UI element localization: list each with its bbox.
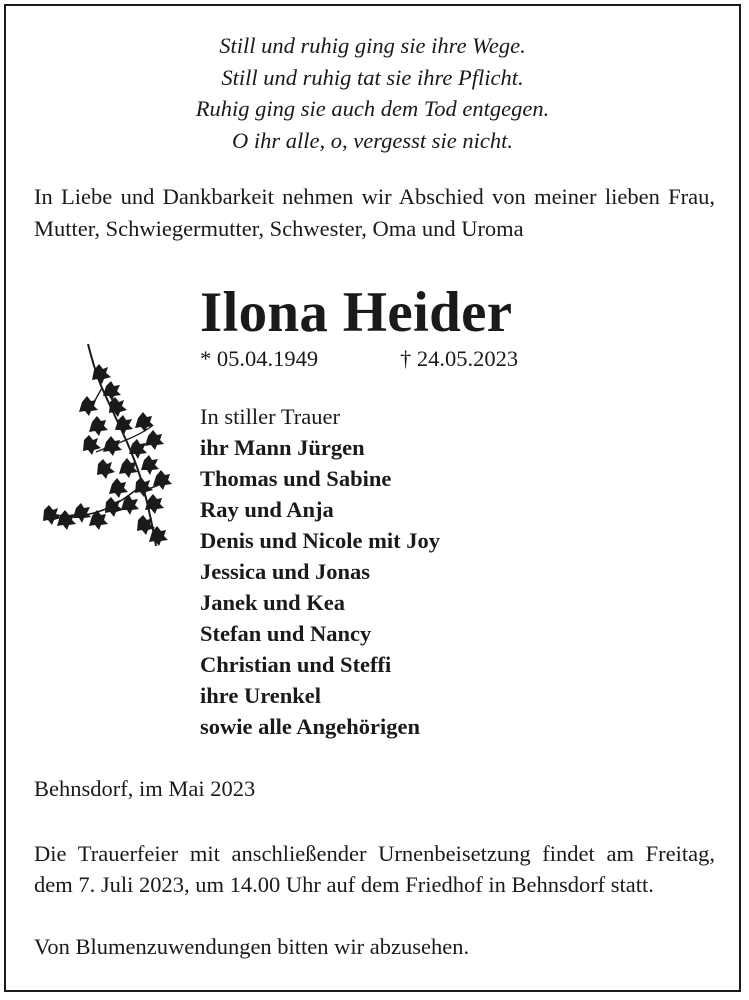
- mourner-name: Ray und Anja: [200, 497, 334, 522]
- mourner-name: Jessica und Jonas: [200, 559, 371, 584]
- poem-line: Ruhig ging sie auch dem Tod entgegen.: [195, 96, 550, 121]
- death-date: † 24.05.2023: [400, 346, 519, 371]
- poem-line: Still und ruhig tat sie ihre Pflicht.: [221, 64, 524, 90]
- birth-date: * 05.04.1949: [200, 346, 319, 371]
- mourner-name: sowie alle Angehörigen: [200, 714, 420, 739]
- funeral-service-text: Die Trauerfeier mit anschließender Urnenbeisetzung findet am Freitag, dem 7. Juli 2023, um 14.00 Uhr auf dem Friedhof in Behnsdorf statt.: [34, 841, 715, 897]
- mourner-name: Janek und Kea: [200, 590, 346, 615]
- place-date: Behnsdorf, im Mai 2023: [34, 776, 256, 801]
- poem-line: Still und ruhig ging sie ihre Wege.: [219, 33, 526, 58]
- mourner-name: Stefan und Nancy: [200, 621, 372, 646]
- poem: [0, 30, 745, 156]
- mourners-list: [200, 401, 440, 742]
- ivy-branch-icon: [40, 340, 180, 555]
- mourner-name: Thomas und Sabine: [200, 466, 392, 491]
- mourner-name: Denis und Nicole mit Joy: [200, 528, 441, 553]
- poem-line: O ihr alle, o, vergesst sie nicht.: [232, 127, 513, 153]
- flowers-note: Von Blumenzuwendungen bitten wir abzusehen.: [34, 934, 470, 959]
- mourner-name: ihre Urenkel: [200, 683, 322, 708]
- mourner-name: Christian und Steffi: [200, 652, 392, 677]
- intro-text: In Liebe und Dankbarkeit nehmen wir Abschied von meiner lieben Frau, Mutter, Schwiegermutter, Schwester, Oma und Uroma: [34, 184, 715, 241]
- mourner-name: ihr Mann Jürgen: [200, 435, 365, 460]
- life-dates: [200, 344, 519, 374]
- mourning-lead: In stiller Trauer: [200, 404, 340, 429]
- deceased-name: Ilona Heider: [200, 281, 513, 344]
